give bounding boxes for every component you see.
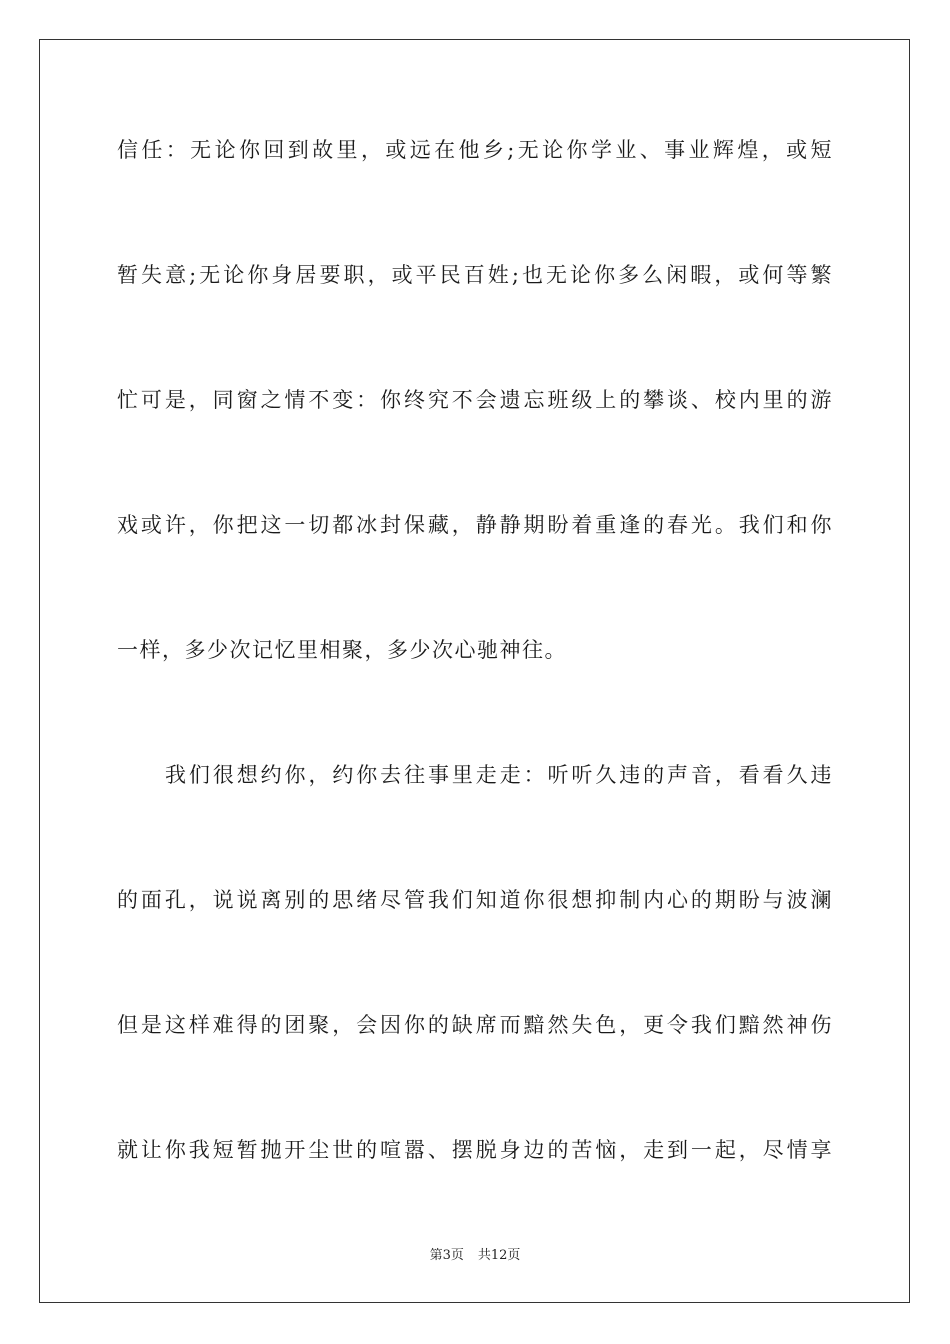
text-line: 就让你我短暂抛开尘世的喧嚣、摆脱身边的苦恼，走到一起，尽情享: [117, 1138, 833, 1162]
text-line: 忙可是，同窗之情不变：你终究不会遗忘班级上的攀谈、校内里的游: [117, 388, 833, 412]
page-number: 第3页: [429, 1248, 464, 1263]
page-total: 共12页: [477, 1248, 521, 1263]
text-line: 的面孔，说说离别的思绪尽管我们知道你很想抑制内心的期盼与波澜: [117, 888, 833, 912]
page-footer: [0, 1248, 950, 1264]
text-line: 暂失意;无论你身居要职，或平民百姓;也无论你多么闲暇，或何等繁: [117, 263, 833, 287]
text-line: 戏或许，你把这一切都冰封保藏，静静期盼着重逢的春光。我们和你: [117, 513, 833, 537]
text-line: 但是这样难得的团聚，会因你的缺席而黯然失色，更令我们黯然神伤: [117, 1013, 833, 1037]
paragraph-first-line: 我们很想约你，约你去往事里走走：听听久违的声音，看看久违: [165, 763, 833, 787]
page-border: [39, 39, 910, 1303]
text-line: 一样，多少次记忆里相聚，多少次心驰神往。: [117, 638, 567, 662]
text-line: 信任：无论你回到故里，或远在他乡;无论你学业、事业辉煌，或短: [117, 138, 833, 162]
